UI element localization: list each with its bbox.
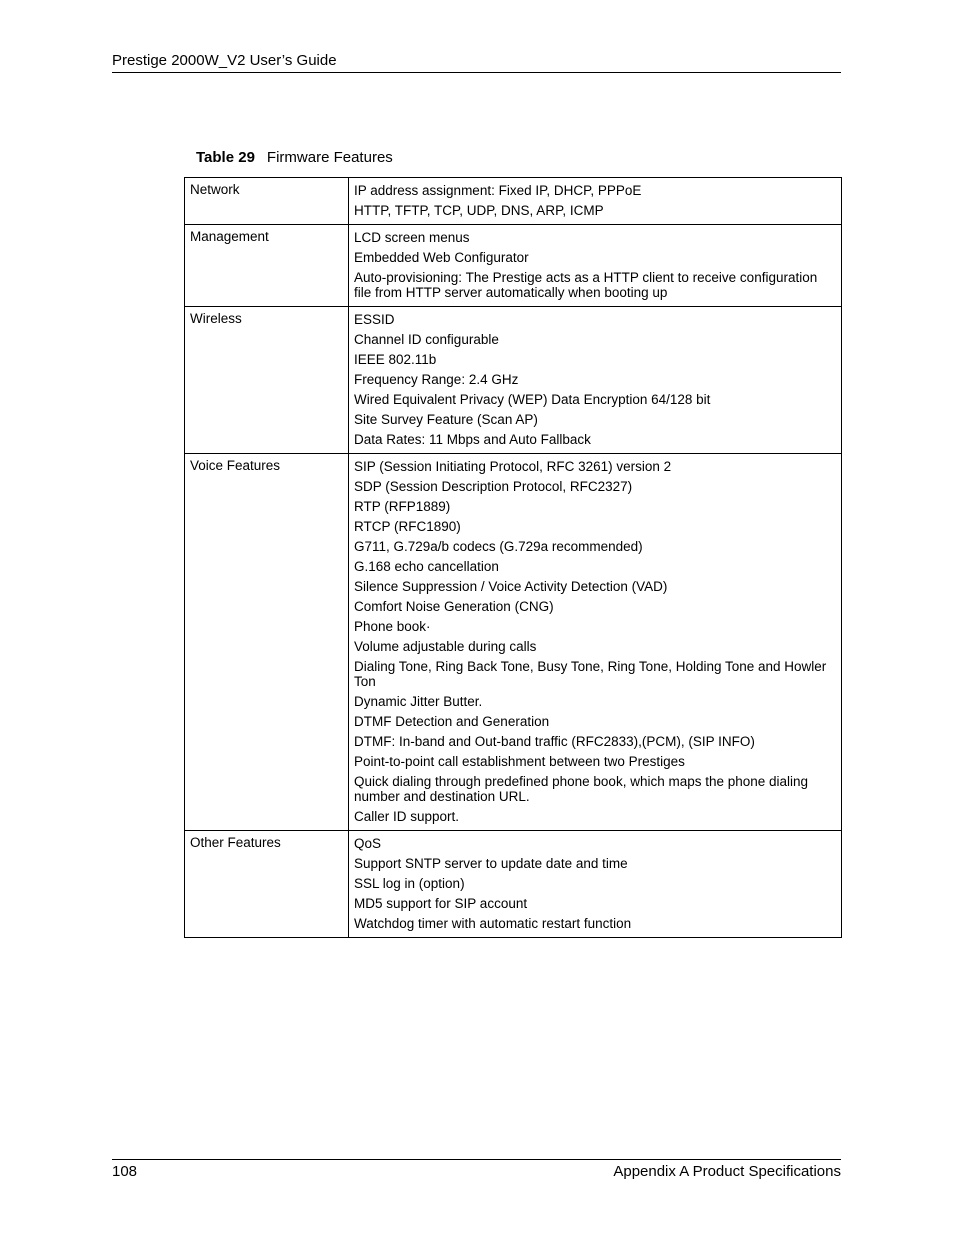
- feature-item: IEEE 802.11b: [354, 352, 437, 367]
- feature-item: QoS: [354, 836, 382, 851]
- feature-category: Other Features: [185, 831, 349, 938]
- table-row: [185, 178, 842, 225]
- feature-item: Support SNTP server to update date and time: [354, 856, 628, 871]
- table-caption: [196, 148, 393, 168]
- page-number: 108: [112, 1163, 138, 1180]
- feature-item: Volume adjustable during calls: [354, 639, 537, 654]
- feature-item: LCD screen menus: [354, 230, 470, 245]
- table-row: [185, 831, 842, 938]
- feature-item: Frequency Range: 2.4 GHz: [354, 372, 519, 387]
- feature-item: RTP (RFP1889): [354, 499, 451, 514]
- feature-item: G711, G.729a/b codecs (G.729a recommended): [354, 539, 643, 554]
- feature-item: Watchdog timer with automatic restart function: [354, 916, 632, 931]
- feature-item: IP address assignment: Fixed IP, DHCP, PPPoE: [354, 183, 642, 198]
- feature-item: SDP (Session Description Protocol, RFC2327): [354, 479, 633, 494]
- feature-item: Channel ID configurable: [354, 332, 499, 347]
- feature-category: Network: [185, 178, 349, 225]
- feature-item: Phone book·: [354, 619, 431, 634]
- feature-item: Site Survey Feature (Scan AP): [354, 412, 538, 427]
- table-title: Firmware Features: [266, 149, 393, 166]
- table-number: Table 29: [196, 149, 255, 166]
- feature-item: SSL log in (option): [354, 876, 465, 891]
- feature-item: Dialing Tone, Ring Back Tone, Busy Tone, Ring Tone, Holding Tone and Howler Ton: [354, 659, 827, 689]
- feature-item: MD5 support for SIP account: [354, 896, 528, 911]
- running-footer: [112, 1159, 841, 1182]
- feature-items: [349, 178, 842, 225]
- feature-item: Wired Equivalent Privacy (WEP) Data Encryption 64/128 bit: [354, 392, 711, 407]
- feature-item: G.168 echo cancellation: [354, 559, 499, 574]
- table-row: [185, 307, 842, 454]
- feature-items: [349, 307, 842, 454]
- feature-item: Point-to-point call establishment between two Prestiges: [354, 754, 685, 769]
- feature-category: Voice Features: [185, 454, 349, 831]
- feature-item: DTMF Detection and Generation: [354, 714, 550, 729]
- feature-item: Comfort Noise Generation (CNG): [354, 599, 554, 614]
- feature-item: RTCP (RFC1890): [354, 519, 461, 534]
- feature-item: ESSID: [354, 312, 395, 327]
- footer-section: Appendix A Product Specifications: [613, 1163, 841, 1180]
- feature-category: Wireless: [185, 307, 349, 454]
- firmware-features-table: [184, 177, 842, 938]
- table-row: [185, 225, 842, 307]
- feature-item: DTMF: In-band and Out-band traffic (RFC2833),(PCM), (SIP INFO): [354, 734, 755, 749]
- feature-item: HTTP, TFTP, TCP, UDP, DNS, ARP, ICMP: [354, 203, 604, 218]
- feature-item: Auto-provisioning: The Prestige acts as a HTTP client to receive configuration file from HTTP server automatically when booting up: [354, 270, 818, 300]
- header-title: Prestige 2000W_V2 User’s Guide: [112, 52, 337, 69]
- feature-item: Dynamic Jitter Butter.: [354, 694, 483, 709]
- running-header: [112, 51, 841, 73]
- feature-item: Silence Suppression / Voice Activity Detection (VAD): [354, 579, 668, 594]
- feature-item: SIP (Session Initiating Protocol, RFC 3261) version 2: [354, 459, 672, 474]
- feature-items: [349, 225, 842, 307]
- table-row: [185, 454, 842, 831]
- feature-item: Embedded Web Configurator: [354, 250, 529, 265]
- feature-category: Management: [185, 225, 349, 307]
- feature-item: Quick dialing through predefined phone book, which maps the phone dialing number and destination URL.: [354, 774, 809, 804]
- feature-item: Caller ID support.: [354, 809, 460, 824]
- feature-items: [349, 831, 842, 938]
- feature-items: [349, 454, 842, 831]
- feature-item: Data Rates: 11 Mbps and Auto Fallback: [354, 432, 591, 447]
